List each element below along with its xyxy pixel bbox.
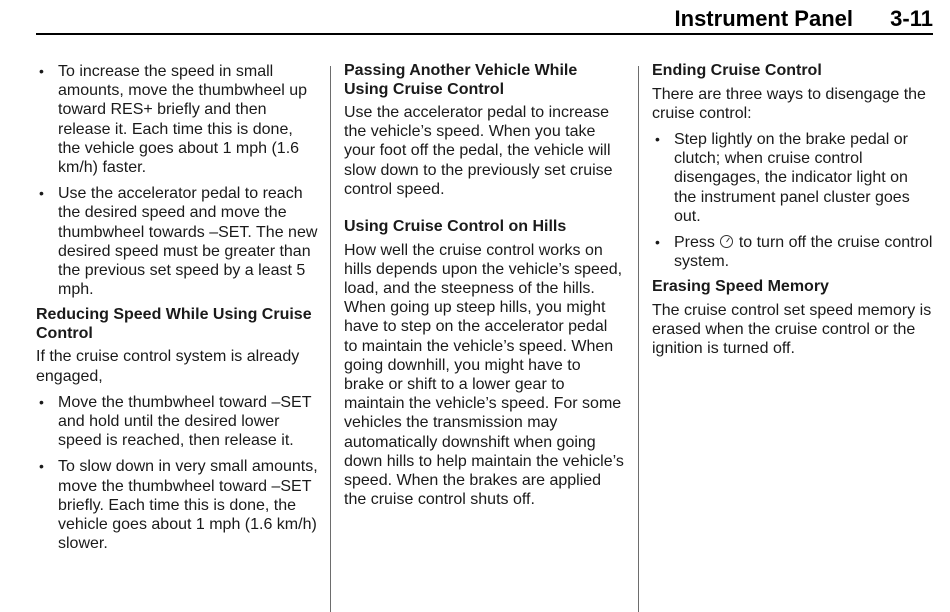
heading-passing: Passing Another Vehicle While Using Cruise Control bbox=[344, 62, 578, 98]
column-1 bbox=[36, 62, 318, 560]
page-header bbox=[36, 0, 933, 35]
list-item bbox=[652, 233, 934, 271]
column-divider-2 bbox=[638, 66, 639, 612]
bullet-list-ending bbox=[652, 130, 934, 271]
list-item: • To increase the speed in small amounts, move the thumbwheel up toward RES+ briefly and then release it. Each time this is done, the vehicle goes about 1 mph (1.6 km/h) faster. bbox=[36, 62, 318, 177]
list-item: • To slow down in very small amounts, move the thumbwheel toward –SET briefly. Each time this is done, the vehicle goes about 1 mph (1.6 km/h) slower. bbox=[36, 457, 318, 553]
list-item: • Move the thumbwheel toward –SET and hold until the desired lower speed is reached, then release it. bbox=[36, 393, 318, 451]
paragraph-hills: How well the cruise control works on hills depends upon the vehicle’s speed, load, and the steepness of the hills. When going up steep hills, you might have to step on the accelerator pedal to maintain the vehicle’s speed. When going downhill, you might have to brake or shift to a lower gear to maintain the vehicle’s speed. For some vehicles the transmission may automatically downshift when going down hills to help maintain the vehicle’s speed. When the brakes are applied the cruise control shuts off. bbox=[344, 241, 624, 509]
heading-erasing: Erasing Speed Memory bbox=[652, 278, 829, 296]
bullet-list-increase bbox=[36, 62, 318, 299]
list-item: • Step lightly on the brake pedal or clutch; when cruise control disengages, the indicator light on the instrument panel cluster goes out. bbox=[652, 130, 934, 226]
cruise-control-icon bbox=[720, 235, 733, 248]
list-item: • Use the accelerator pedal to reach the desired speed and move the thumbwheel towards –SET. The new desired speed must be greater than the previous set speed by a least 5 mph. bbox=[36, 184, 318, 299]
heading-reducing-speed: Reducing Speed While Using Cruise Control bbox=[36, 306, 312, 342]
heading-hills: Using Cruise Control on Hills bbox=[344, 218, 567, 236]
press-text: Press bbox=[674, 233, 715, 251]
column-divider-1 bbox=[330, 66, 331, 612]
bullet-list-reduce bbox=[36, 393, 318, 554]
paragraph-passing: Use the accelerator pedal to increase the vehicle’s speed. When you take your foot off the pedal, the vehicle will slow down to the previously set cruise control speed. bbox=[344, 104, 613, 198]
paragraph-ending-intro: There are three ways to disengage the cruise control: bbox=[652, 85, 926, 122]
heading-ending: Ending Cruise Control bbox=[652, 62, 822, 79]
press-text-rest: to turn off the cruise control system. bbox=[674, 233, 933, 271]
column-3 bbox=[652, 62, 934, 365]
section-title: Instrument Panel bbox=[674, 6, 853, 31]
page-number: 3-11 bbox=[890, 6, 933, 31]
paragraph-erasing: The cruise control set speed memory is erased when the cruise control or the ignition is turned off. bbox=[652, 301, 932, 358]
paragraph-intro: If the cruise control system is already engaged, bbox=[36, 348, 300, 385]
column-2 bbox=[344, 62, 624, 516]
